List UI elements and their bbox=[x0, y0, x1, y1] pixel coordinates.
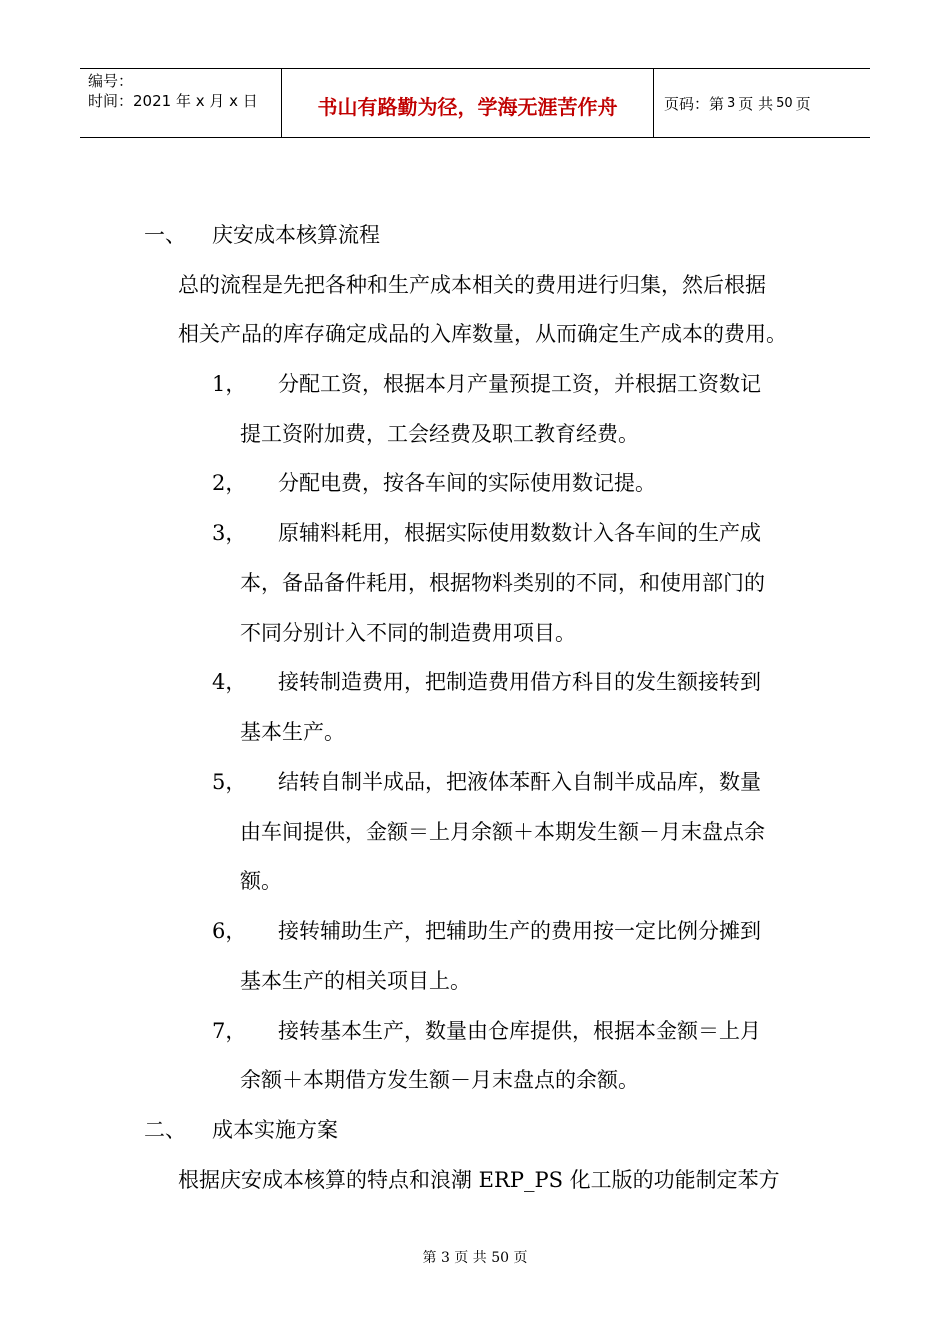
page-label-prefix: 页码：第 bbox=[664, 94, 725, 113]
item-5-line-3: 额。 bbox=[240, 869, 282, 893]
section1-intro-line-2: 相关产品的库存确定成品的入库数量，从而确定生产成本的费用。 bbox=[178, 322, 787, 346]
section1-number: 一、 bbox=[144, 223, 186, 247]
item-1-number: 1， bbox=[212, 372, 247, 396]
item-7-line-1: 接转基本生产，数量由仓库提供，根据本金额＝上月 bbox=[278, 1019, 761, 1043]
header-motto: 书山有路勤为径，学海无涯苦作舟 bbox=[317, 94, 618, 119]
header-left-cell bbox=[80, 69, 281, 137]
header-page-cell bbox=[654, 69, 870, 137]
item-1-line-1: 分配工资，根据本月产量预提工资，并根据工资数记 bbox=[278, 372, 761, 396]
item-5-number: 5， bbox=[212, 770, 247, 794]
item-6-number: 6， bbox=[212, 919, 247, 943]
item-3-line-2: 本，备品备件耗用，根据物料类别的不同，和使用部门的 bbox=[240, 571, 765, 595]
item-5-line-2: 由车间提供，金额＝上月余额＋本期发生额－月末盘点余 bbox=[240, 820, 765, 844]
section2-number: 二、 bbox=[144, 1118, 186, 1142]
item-7-line-2: 余额＋本期借方发生额－月末盘点的余额。 bbox=[240, 1068, 639, 1092]
page-header bbox=[80, 68, 870, 138]
page-current: 3 bbox=[727, 95, 736, 111]
item-3-number: 3， bbox=[212, 521, 247, 545]
header-motto-cell bbox=[281, 69, 654, 137]
section2-intro-line: 根据庆安成本核算的特点和浪潮 ERP_PS 化工版的功能制定苯方 bbox=[178, 1168, 780, 1192]
section2-title: 成本实施方案 bbox=[212, 1118, 338, 1142]
item-3-line-1: 原辅料耗用，根据实际使用数数计入各车间的生产成 bbox=[278, 521, 761, 545]
doc-number-label: 编号： bbox=[88, 72, 134, 90]
item-4-line-1: 接转制造费用，把制造费用借方科目的发生额接转到 bbox=[278, 670, 761, 694]
page-label-mid: 页 共 bbox=[738, 94, 774, 113]
item-5-line-1: 结转自制半成品，把液体苯酐入自制半成品库，数量 bbox=[278, 770, 761, 794]
section1-intro-line-1: 总的流程是先把各种和生产成本相关的费用进行归集，然后根据 bbox=[178, 273, 766, 297]
item-1-line-2: 提工资附加费，工会经费及职工教育经费。 bbox=[240, 422, 639, 446]
item-4-line-2: 基本生产。 bbox=[240, 720, 345, 744]
page-footer: 第 3 页 共 50 页 bbox=[422, 1250, 528, 1266]
item-6-line-2: 基本生产的相关项目上。 bbox=[240, 969, 471, 993]
page-label-suffix: 页 bbox=[795, 94, 811, 113]
item-3-line-3: 不同分别计入不同的制造费用项目。 bbox=[240, 621, 576, 645]
item-4-number: 4， bbox=[212, 670, 247, 694]
item-2-number: 2， bbox=[212, 471, 247, 495]
item-6-line-1: 接转辅助生产，把辅助生产的费用按一定比例分摊到 bbox=[278, 919, 761, 943]
page-total: 50 bbox=[776, 95, 793, 111]
section1-title: 庆安成本核算流程 bbox=[212, 223, 380, 247]
doc-date: 时间：2021 年 x 月 x 日 bbox=[88, 92, 258, 110]
item-2-line-1: 分配电费，按各车间的实际使用数记提。 bbox=[278, 471, 656, 495]
item-7-number: 7， bbox=[212, 1019, 247, 1043]
